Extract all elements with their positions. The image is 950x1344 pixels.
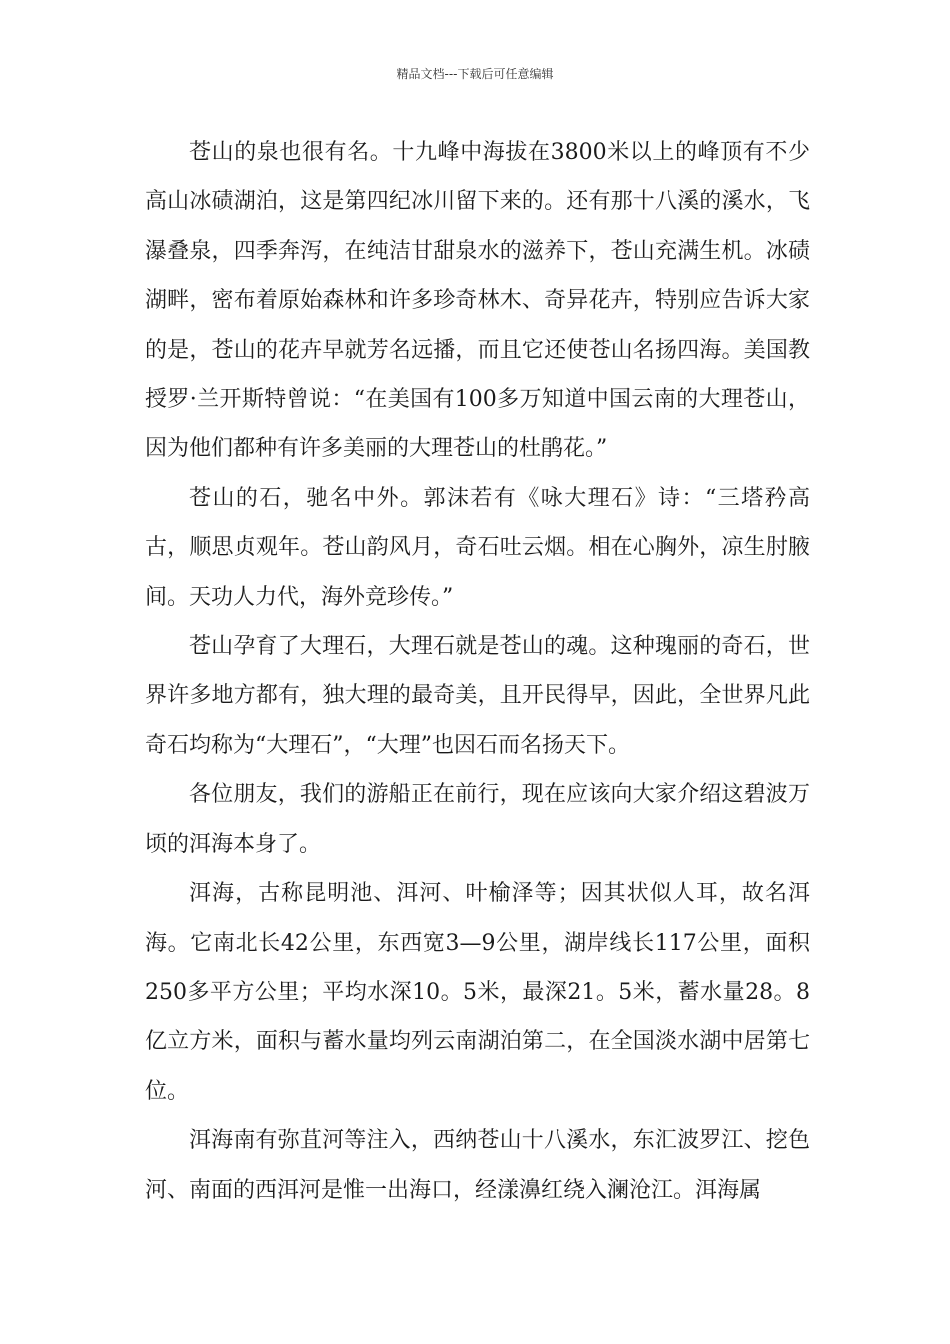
paragraph-cangshan-stone: 苍山的石，驰名中外。郭沫若有《咏大理石》诗：“三塔矜高古，顺思贞观年。苍山韵风月，奇石吐云烟。相在心胸外，凉生肘腋间。天功人力代，海外竞珍传。” [145, 485, 810, 610]
paragraph-erhai-facts: 洱海，古称昆明池、洱河、叶榆泽等；因其状似人耳，故名洱海。它南北长42公里，东西宽3—9公里，湖岸线长117公里，面积250多平方公里；平均水深10。5米，最深21。5米，蓄水量28。8亿立方米，面积与蓄水量均列云南湖泊第二，在全国淡水湖中居第七位。 [145, 881, 810, 1104]
paragraph-marble: 苍山孕育了大理石，大理石就是苍山的魂。这种瑰丽的奇石，世界许多地方都有，独大理的最奇美，且开民得早，因此，全世界凡此奇石均称为“大理石”，“大理”也因石而名扬天下。 [145, 634, 810, 758]
paragraph-cangshan-springs: 苍山的泉也很有名。十九峰中海拔在3800米以上的峰顶有不少高山冰碛湖泊，这是第四纪冰川留下来的。还有那十八溪的溪水，飞瀑叠泉，四季奔泻，在纯洁甘甜泉水的滋养下，苍山充满生机。冰碛湖畔，密布着原始森林和许多珍奇林木、奇异花卉，特别应告诉大家的是，苍山的花卉早就芳名远播，而且它还使苍山名扬四海。美国教授罗·兰开斯特曾说：“在美国有100多万知道中国云南的大理苍山，因为他们都种有许多美丽的大理苍山的杜鹃花。” [145, 140, 810, 462]
page-header: 精品文档---下载后可任意编辑 [396, 67, 554, 81]
paragraph-erhai-rivers: 洱海南有弥苴河等注入，西纳苍山十八溪水，东汇波罗江、挖色河、南面的西洱河是惟一出海口，经漾濞红绕入澜沧江。洱海属 [145, 1128, 810, 1203]
document-body [145, 128, 810, 1215]
paragraph-boat-intro: 各位朋友，我们的游船正在前行，现在应该向大家介绍这碧波万顷的洱海本身了。 [145, 782, 810, 857]
